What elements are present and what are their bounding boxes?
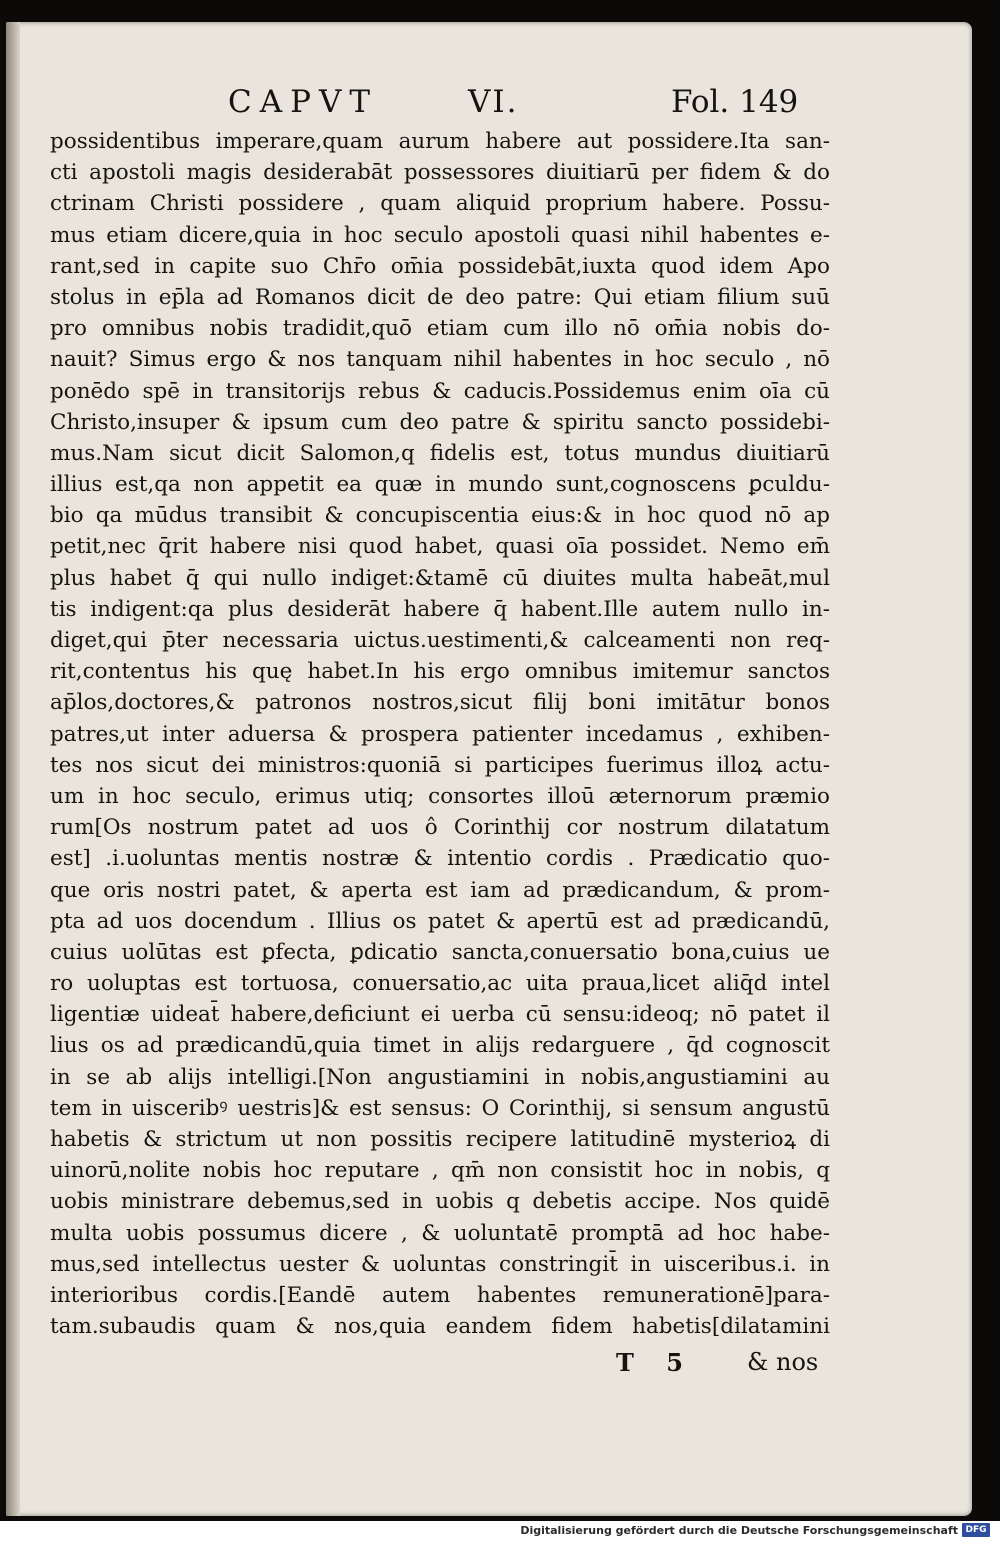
text-line: habetis & strictum ut non possitis recipere latitudinē mysterioꝝ di <box>50 1127 830 1152</box>
catchword: & nos <box>747 1348 819 1376</box>
text-line: cuius uolūtas est ꝑfecta, ꝑdicatio sancta,conuersatio bona,cuius ue <box>50 939 830 965</box>
text-line: um in hoc seculo, erimus utiq; consortes illoū æternorum præmio <box>50 783 830 809</box>
text-line: diget,qui p̄ter necessaria uictus.uestimenti,& calceamenti non req- <box>50 628 830 653</box>
text-line: patres,ut inter aduersa & prospera patienter incedamus , exhiben- <box>50 721 830 747</box>
text-line: ligentiæ uideat̄ habere,deficiunt ei uerba cū sensu:ideoq; nō patet il <box>50 1002 830 1028</box>
text-line: petit,nec q̄rit habere nisi quod habet, quasi oīa possidet. Nemo em̄ <box>50 534 830 560</box>
chapter-heading: CAPVT <box>228 84 379 120</box>
running-head <box>6 84 972 132</box>
text-line: uinorū,nolite nobis hoc reputare , qm̄ non consistit hoc in nobis, q <box>50 1158 830 1184</box>
text-line: ctrinam Christi possidere , quam aliquid proprium habere. Possu- <box>50 191 830 217</box>
text-line: mus,sed intellectus uester & uoluntas constringit̄ in uisceribus.i. in <box>50 1251 830 1277</box>
text-line: nauit? Simus ergo & nos tanquam nihil habentes in hoc seculo , nō <box>50 347 830 373</box>
text-line: cti apostoli magis desiderabāt possessores diuitiarū per fidem & do <box>50 160 830 186</box>
text-line: bio qa mūdus transibit & concupiscentia eius:& in hoc quod nō ap <box>50 503 830 529</box>
text-line: Christo,insuper & ipsum cum deo patre & spiritu sancto possidebi- <box>50 409 830 435</box>
text-line: illius est,qa non appetit ea quæ in mundo sunt,cognoscens ꝑculdu- <box>50 472 830 498</box>
text-line: interioribus cordis.[Eandē autem habentes remunerationē]para- <box>50 1282 830 1308</box>
text-line: uobis ministrare debemus,sed in uobis q debetis accipe. Nos quidē <box>50 1189 830 1215</box>
signature-mark: T 5 <box>616 1348 695 1377</box>
page-footer-catchwords <box>6 1348 972 1388</box>
text-line: tem in uisceribꝰ uestris]& est sensus: O Corinthij, si sensum angustū <box>50 1095 830 1121</box>
funding-footer <box>0 1521 1000 1541</box>
text-line: tes nos sicut dei ministros:quoniā si participes fuerimus illoꝝ actu- <box>50 752 830 778</box>
text-line: ro uoluptas est tortuosa, conuersatio,ac uita praua,licet aliq̄d intel <box>50 971 830 997</box>
text-line: tis indigent:qa plus desiderāt habere q̄ habent.Ille autem nullo in- <box>50 596 830 622</box>
text-line: que oris nostri patet, & aperta est iam ad prædicandum, & prom- <box>50 877 830 903</box>
text-line: in se ab alijs intelligi.[Non angustiamini in nobis,angustiamini au <box>50 1064 830 1090</box>
folio-number: Fol. 149 <box>671 84 799 120</box>
text-line: possidentibus imperare,quam aurum habere aut possidere.Ita san- <box>50 129 830 154</box>
text-line: stolus in ep̄la ad Romanos dicit de deo patre: Qui etiam filium suū <box>50 284 830 310</box>
text-line: rum[Os nostrum patet ad uos ô Corinthij cor nostrum dilatatum <box>50 815 830 841</box>
text-line: ponēdo spē in transitorijs rebus & caducis.Possidemus enim oīa cū <box>50 378 830 404</box>
text-line: rant,sed in capite suo Chr̄o om̄ia possidebāt,iuxta quod idem Apo <box>50 253 830 279</box>
dfg-logo: DFG <box>962 1523 990 1537</box>
text-line: ap̄los,doctores,& patronos nostros,sicut filij boni imitātur bonos <box>50 690 830 716</box>
chapter-numeral: VI. <box>468 84 519 120</box>
book-page <box>6 22 972 1516</box>
text-line: pro omnibus nobis tradidit,quō etiam cum illo nō om̄ia nobis do- <box>50 316 830 342</box>
funding-notice: Digitalisierung gefördert durch die Deutsche Forschungsgemeinschaft <box>520 1524 958 1537</box>
text-line: tam.subaudis quam & nos,quia eandem fidem habetis[dilatamini <box>50 1314 830 1340</box>
text-line: pta ad uos docendum . Illius os patet & apertū est ad prædicandū, <box>50 908 830 934</box>
text-line: multa uobis possumus dicere , & uoluntatē promptā ad hoc habe- <box>50 1220 830 1246</box>
text-line: plus habet q̄ qui nullo indiget:&tamē cū diuites multa habeāt,mul <box>50 565 830 591</box>
text-line: rit,contentus his quę habet.In his ergo omnibus imitemur sanctos <box>50 659 830 685</box>
body-text <box>50 126 830 1342</box>
text-line: mus.Nam sicut dicit Salomon,q fidelis est, totus mundus diuitiarū <box>50 440 830 466</box>
text-line: est] .i.uoluntas mentis nostræ & intentio cordis . Prædicatio quo- <box>50 846 830 872</box>
text-line: lius os ad prædicandū,quia timet in alijs redarguere , q̄d cognoscit <box>50 1033 830 1059</box>
text-line: mus etiam dicere,quia in hoc seculo apostoli quasi nihil habentes e- <box>50 222 830 248</box>
